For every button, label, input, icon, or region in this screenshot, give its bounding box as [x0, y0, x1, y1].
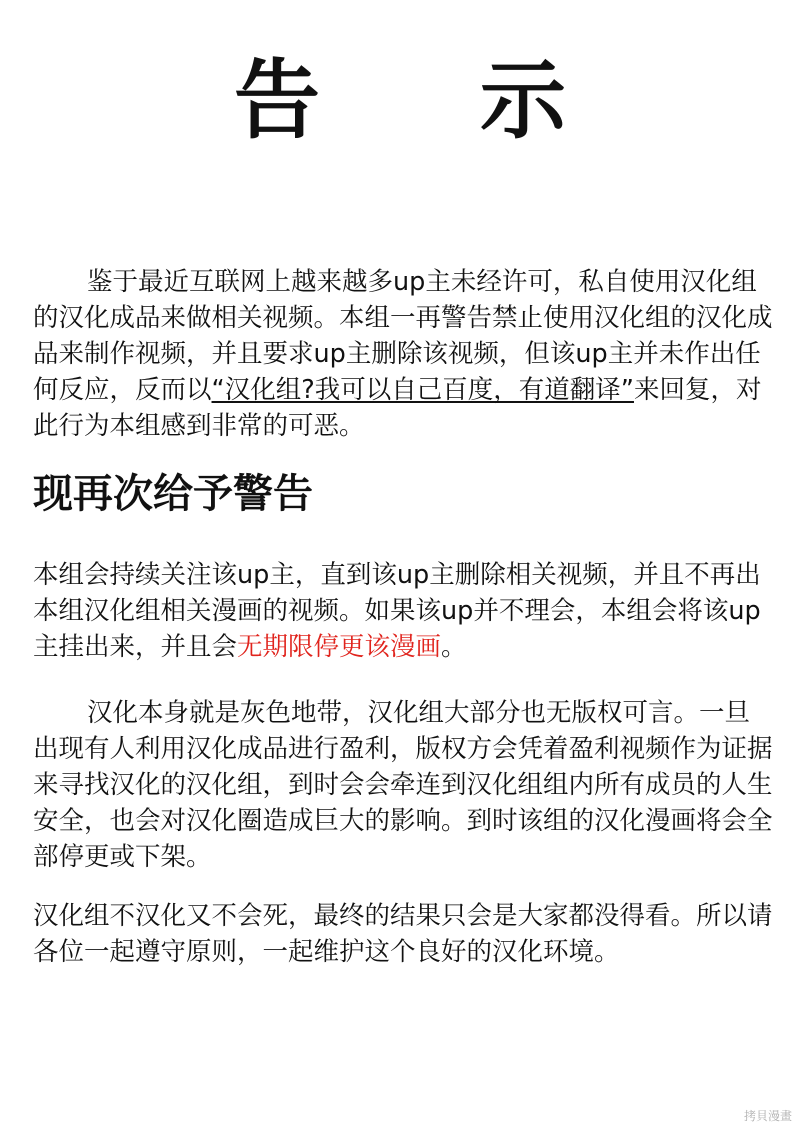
title-char-2: 示 — [480, 51, 566, 151]
site-watermark: 拷貝漫畫 — [743, 1109, 792, 1123]
paragraph1-text-2: 来回复，对此行为本组感到非常的可恶。 — [33, 375, 762, 441]
title-char-1: 告 — [234, 51, 320, 151]
paragraph2-text-2: 。 — [441, 632, 467, 662]
paragraph-copyright-risk: 汉化本身就是灰色地带，汉化组大部分也无版权可言。一旦出现有人利用汉化成品进行盈利，版权方会凭着盈利视频作为证据来寻找汉化的汉化组，到时会会牵连到汉化组组内所有成员的人生安全，也会对汉化圈造成巨大的影响。到时该组的汉化漫画将会全部停更或下架。 — [33, 698, 773, 872]
paragraph2-highlight: 无期限停更该漫画 — [237, 632, 442, 662]
paragraph-consequences — [33, 557, 773, 665]
paragraph1-text-1: 鉴于最近互联网上越来越多up主未经许可，私自使用汉化组的汉化成品来做相关视频。本组一再警告禁止使用汉化组的汉化成品来制作视频，并且要求up主删除该视频，但该up主并未作出任何反应，反而以 — [33, 267, 773, 405]
page-title — [0, 51, 800, 151]
paragraph-warning-reason — [33, 264, 773, 444]
paragraph2-text-1: 本组会持续关注该up主，直到该up主删除相关视频，并且不再出本组汉化组相关漫画的视频。如果该up并不理会，本组会将该up主挂出来，并且会 — [33, 560, 761, 662]
paragraph1-quote: “汉化组?我可以自己百度，有道翻译” — [211, 375, 634, 405]
section-heading: 现再次给予警告 — [33, 471, 313, 517]
paragraph-closing: 汉化组不汉化又不会死，最终的结果只会是大家都没得看。所以请各位一起遵守原则，一起维护这个良好的汉化环境。 — [33, 901, 773, 967]
